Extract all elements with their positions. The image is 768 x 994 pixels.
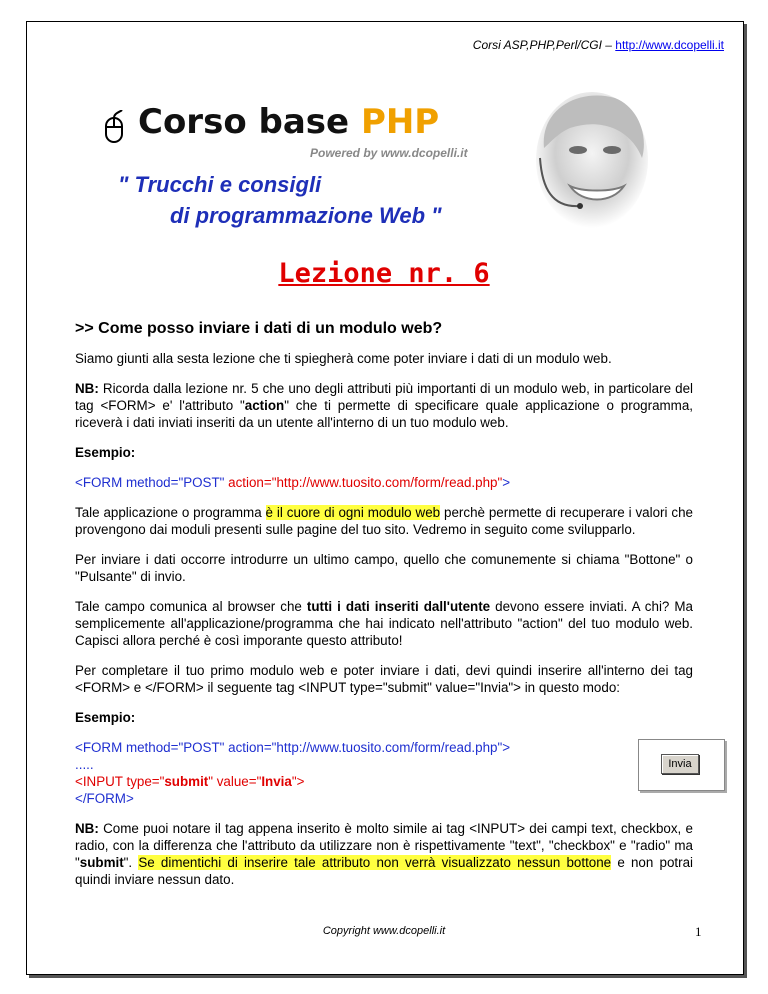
button-preview — [638, 739, 725, 791]
lesson-content — [75, 320, 693, 901]
example-label — [75, 444, 693, 461]
code2-line-3 — [75, 773, 693, 790]
p3-text-a: Tale applicazione o programma — [75, 505, 266, 520]
course-logo — [100, 100, 580, 250]
p7-text-a: Come puoi notare il tag appena inserito è molto simile ai tag <INPUT> dei campi text, checkbox, e radio, con la differenza che l'attributo da utilizzare non è rispettivamente "text", "checkbox" e "radio" ma " — [75, 821, 693, 870]
paragraph-heart — [75, 504, 693, 538]
paragraph-nb-submit — [75, 820, 693, 888]
code2-line3-c: " value=" — [208, 774, 262, 789]
logo-title — [138, 102, 439, 142]
page-header — [473, 38, 724, 52]
p3-highlight: è il cuore di ogni modulo web — [265, 505, 441, 520]
paragraph-nb-action — [75, 380, 693, 431]
header-link[interactable]: http://www.dcopelli.it — [615, 38, 724, 52]
code-example-2 — [75, 739, 693, 807]
code2-line-1: <FORM method="POST" action="http://www.tuosito.com/form/read.php"> — [75, 740, 511, 755]
code-example-1 — [75, 474, 693, 491]
headset-woman-image — [520, 88, 650, 236]
copyright-footer: Copyright www.dcopelli.it — [322, 925, 446, 937]
p5-text-a: Tale campo comunica al browser che — [75, 599, 307, 614]
code2-line-4: </FORM> — [75, 791, 134, 806]
invia-button[interactable]: Invia — [661, 754, 699, 774]
code2-line3-a: <INPUT type=" — [75, 774, 165, 789]
code2-line-2: ..... — [75, 757, 94, 772]
example-label-2-text: Esempio: — [75, 710, 136, 725]
p7-highlight: Se dimentichi di inserire tale attributo non verrà visualizzato nessun bottone — [138, 855, 612, 870]
paragraph-button: Per inviare i dati occorre introdurre un ultimo campo, quello che comunemente si chiama "Bottone" o "Pulsante" di invio. — [75, 552, 693, 584]
paragraph-complete: Per completare il tuo primo modulo web e poter inviare i dati, devi quindi inserire all'interno dei tag <FORM> e </FORM> il seguente tag <INPUT type="submit" value="Invia"> in questo modo: — [75, 663, 693, 695]
logo-tagline-1: " Trucchi e consigli — [118, 172, 322, 197]
code2-line3-b: submit — [164, 774, 209, 789]
logo-powered: Powered by www.dcopelli.it — [310, 146, 468, 160]
nb-label: NB: — [75, 381, 99, 396]
code2-line3-e: "> — [291, 774, 305, 789]
p2-text-a: Ricorda dalla lezione nr. 5 che uno degli attributi più importanti di un modulo web, in particolare del tag <FORM> e' l'attributo " — [75, 381, 693, 413]
paragraph-intro: Siamo giunti alla sesta lezione che ti spiegherà come poter inviare i dati di un modulo web. — [75, 351, 612, 366]
p2-bold: action — [244, 398, 285, 413]
p2-text-b: " che ti permette di specificare quale applicazione o programma, riceverà i dati inviati inseriti da un utente all'interno di un tuo modulo web. — [75, 398, 693, 430]
code1-part-c: > — [502, 475, 511, 490]
code1-part-b: action="http://www.tuosito.com/form/read.php" — [228, 475, 503, 490]
section-heading: >> Come posso inviare i dati di un modulo web? — [75, 320, 443, 337]
nb-label-2: NB: — [75, 821, 99, 836]
example-label-2 — [75, 709, 693, 726]
header-text: Corsi ASP,PHP,Perl/CGI – — [472, 38, 616, 52]
code1-part-a: <FORM method="POST" — [75, 475, 229, 490]
logo-title-accent: PHP — [360, 102, 440, 142]
logo-title-main: Corso base — [138, 102, 361, 142]
p3-text-b: perchè permette di recuperare i valori che provengono dai moduli presenti sulle pagine del tuo sito. Vedremo in seguito come svilupparlo. — [75, 505, 693, 537]
paragraph-browser — [75, 598, 693, 649]
p5-text-b: devono essere inviati. A chi? Ma semplicemente all'applicazione/programma che hai indicato nell'attributo "action" del tuo modulo web. Capisci allora perché è così imporante questo attributo! — [75, 599, 693, 648]
page-number: 1 — [695, 924, 702, 939]
logo-tagline-2: di programmazione Web " — [170, 203, 442, 228]
code2-line3-d: Invia — [261, 774, 292, 789]
lesson-title: Lezione nr. 6 — [278, 258, 490, 289]
p7-text-b: ". — [123, 855, 139, 870]
p5-bold: tutti i dati inseriti dall'utente — [306, 599, 491, 614]
mouse-icon — [102, 110, 128, 144]
example-label-text: Esempio: — [75, 445, 136, 460]
p7-bold: submit — [79, 855, 124, 870]
p7-text-c: e non potrai quindi inviare nessun dato. — [75, 855, 693, 887]
